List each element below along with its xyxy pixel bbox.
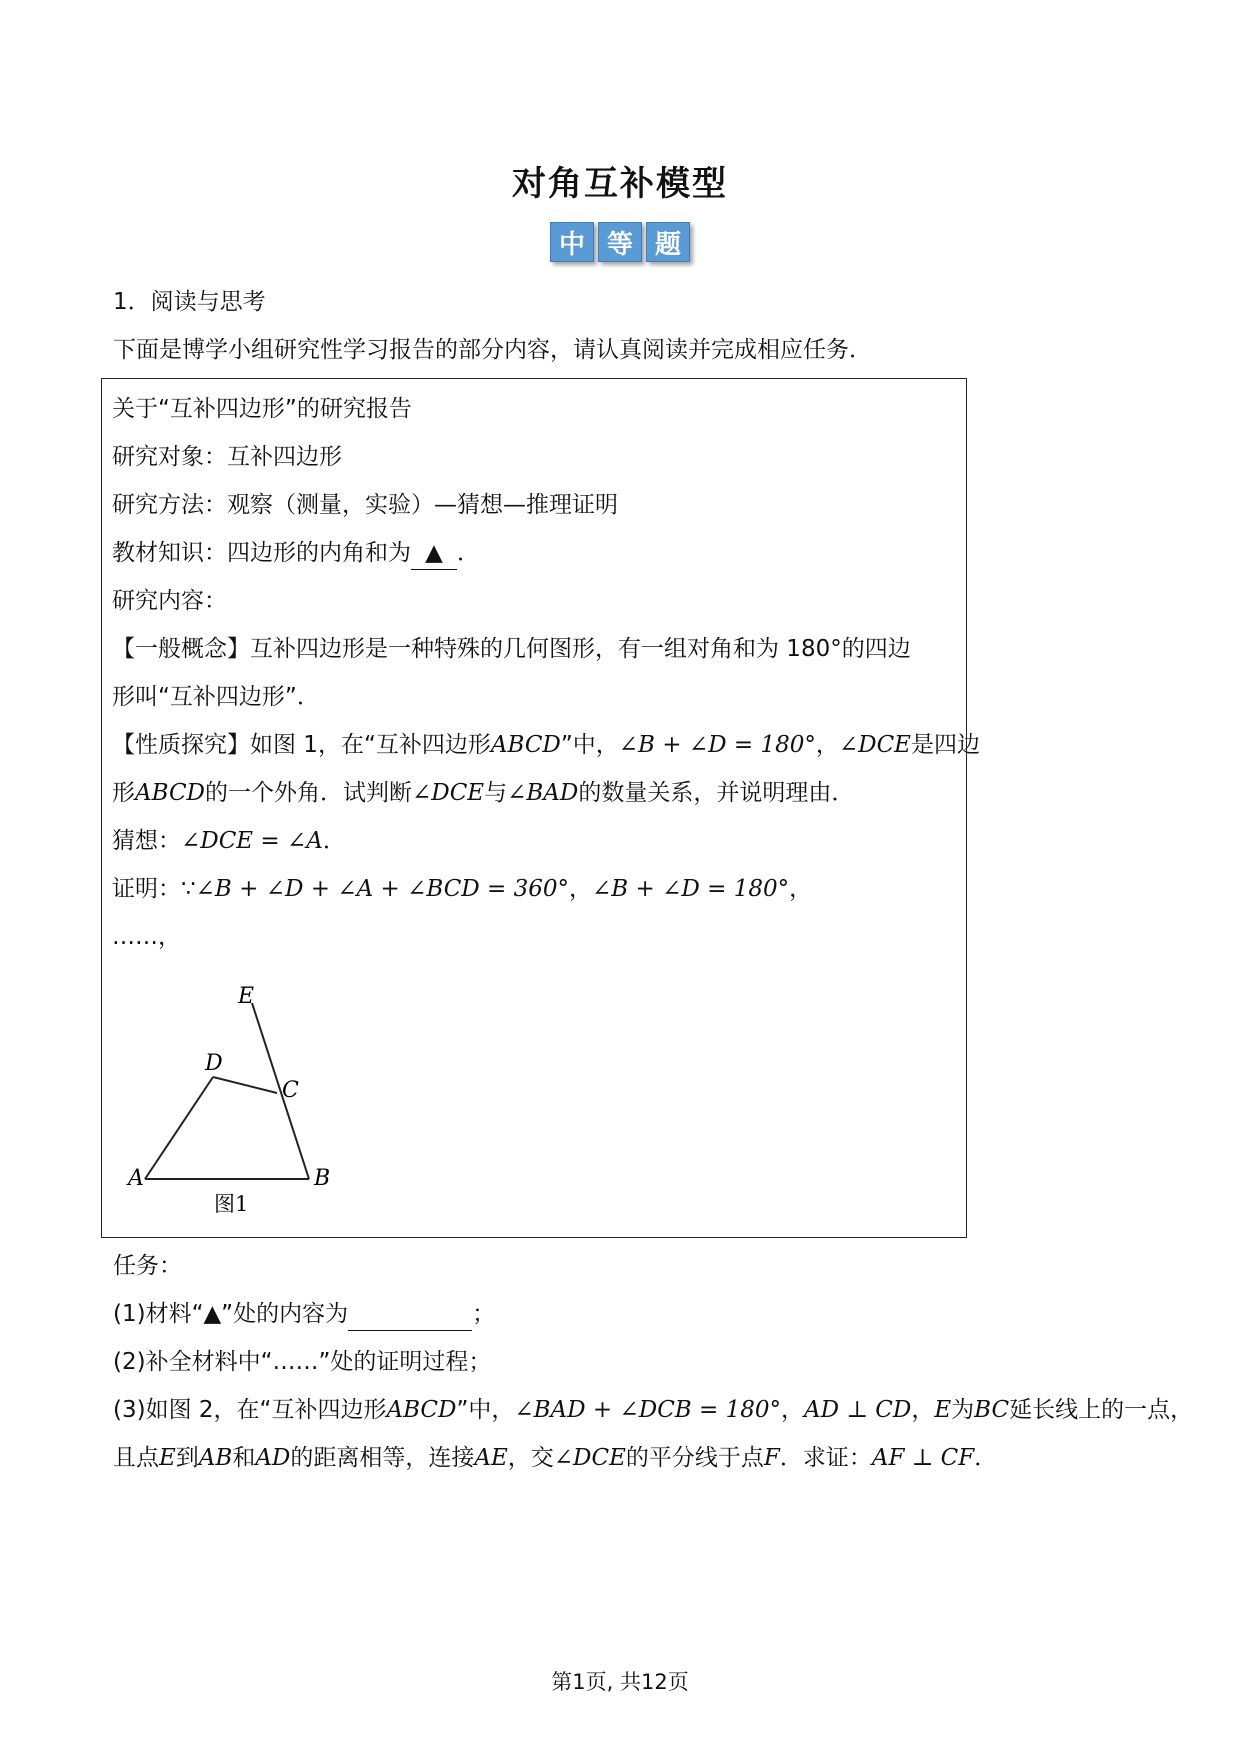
text: 是四边 <box>910 732 980 758</box>
page-title: 对角互补模型 <box>512 164 728 204</box>
text: 证明：∵ <box>112 876 196 902</box>
math: ∠DCE <box>553 1445 626 1471</box>
math: ∠BAD + ∠DCB = 180° <box>514 1397 781 1423</box>
report-method: 研究方法：观察（测量，实验）—猜想—推理证明 <box>112 492 618 518</box>
text: ， <box>780 1397 804 1423</box>
text: ． <box>322 828 346 854</box>
knowledge-text: 教材知识：四边形的内角和为 <box>112 540 411 566</box>
question-heading: 1．阅读与思考 <box>113 289 266 315</box>
segment-BE <box>252 1003 309 1179</box>
label-E: E <box>238 984 255 1009</box>
segment-DC <box>213 1077 277 1093</box>
text: 延长线上的一点， <box>1009 1397 1194 1423</box>
figure-1 <box>122 981 362 1231</box>
math: ∠DCE = ∠A <box>181 828 323 854</box>
answer-blank <box>348 1298 472 1331</box>
text: 到 <box>175 1445 199 1471</box>
figure-caption: 图1 <box>214 1192 249 1216</box>
page-footer: 第1页, 共12页 <box>551 1670 689 1694</box>
math: F <box>763 1445 780 1471</box>
property-line-1 <box>112 729 980 761</box>
text: 的一个外角．试判断 <box>204 780 412 806</box>
math: ABCD <box>490 732 561 758</box>
report-title: 关于“互补四边形”的研究报告 <box>112 396 412 422</box>
math: ∠DCE <box>411 780 485 806</box>
math: ABCD <box>135 780 205 806</box>
label-C: C <box>282 1078 299 1103</box>
text: 且点 <box>113 1445 159 1471</box>
text: ，交 <box>507 1445 554 1471</box>
text: ． <box>974 1445 998 1471</box>
task-3-line-1 <box>113 1394 1193 1426</box>
text: (1)材料“▲”处的内容为 <box>113 1301 349 1327</box>
text: ， <box>815 732 839 758</box>
label-A: A <box>128 1166 144 1191</box>
text: 的数量关系，并说明理由． <box>578 780 855 806</box>
report-content-label: 研究内容： <box>112 588 227 614</box>
label-D: D <box>205 1051 223 1076</box>
math: E <box>934 1397 952 1423</box>
text: 和 <box>232 1445 256 1471</box>
text: ， <box>569 876 593 902</box>
math: ∠BAD <box>507 780 579 806</box>
text: ”中， <box>560 732 619 758</box>
text: ， <box>911 1397 935 1423</box>
math: BC <box>974 1397 1010 1423</box>
math: ∠B + ∠D = 180° <box>618 732 816 758</box>
math: ABCD <box>386 1397 457 1423</box>
task-2: (2)补全材料中“……”处的证明过程； <box>113 1349 492 1375</box>
text: (3)如图 2，在“互补四边形 <box>113 1397 387 1423</box>
segment-AD <box>145 1077 213 1179</box>
text: 与 <box>484 780 508 806</box>
text: ”中， <box>456 1397 515 1423</box>
math: ∠DCE <box>838 732 911 758</box>
math: AD <box>255 1445 291 1471</box>
proof-line <box>112 873 812 905</box>
badge-medium-2: 等 <box>598 222 642 262</box>
text: ．求证： <box>779 1445 872 1471</box>
text: 的距离相等，连接 <box>290 1445 475 1471</box>
text: 【性质探究】如图 1，在“互补四边形 <box>112 732 491 758</box>
math: ∠B + ∠D = 180° <box>592 876 790 902</box>
difficulty-badges <box>0 222 1240 262</box>
ellipsis-line: ……， <box>112 924 181 950</box>
text: 为 <box>951 1397 975 1423</box>
question-intro: 下面是博学小组研究性学习报告的部分内容，请认真阅读并完成相应任务． <box>113 337 872 363</box>
period: ． <box>457 540 480 566</box>
math: AF ⊥ CF <box>871 1445 975 1471</box>
report-box <box>101 378 980 1238</box>
concept-line-2: 形叫“互补四边形”． <box>112 684 320 710</box>
text: ； <box>472 1301 496 1327</box>
label-B: B <box>314 1166 331 1191</box>
math: AE <box>474 1445 508 1471</box>
tasks-heading: 任务： <box>113 1253 182 1279</box>
text: ， <box>789 876 813 902</box>
report-knowledge <box>112 537 480 570</box>
math: AD ⊥ CD <box>803 1397 912 1423</box>
badge-medium-1: 中 <box>550 222 594 262</box>
math: AB <box>198 1445 233 1471</box>
math: ∠B + ∠D + ∠A + ∠BCD = 360° <box>195 876 570 902</box>
concept-line-1: 【一般概念】互补四边形是一种特殊的几何图形，有一组对角和为 180°的四边 <box>112 636 911 662</box>
text: 形 <box>112 780 135 806</box>
text: 的平分线于点 <box>625 1445 764 1471</box>
text: 猜想： <box>112 828 181 854</box>
math: E <box>159 1445 176 1471</box>
badge-medium-3: 题 <box>646 222 690 262</box>
report-object: 研究对象：互补四边形 <box>112 444 342 470</box>
triangle-blank: ▲ <box>411 537 457 570</box>
task-3-line-2 <box>113 1442 997 1474</box>
property-line-2 <box>112 777 854 809</box>
task-1 <box>113 1298 495 1331</box>
conjecture-line <box>112 825 346 857</box>
